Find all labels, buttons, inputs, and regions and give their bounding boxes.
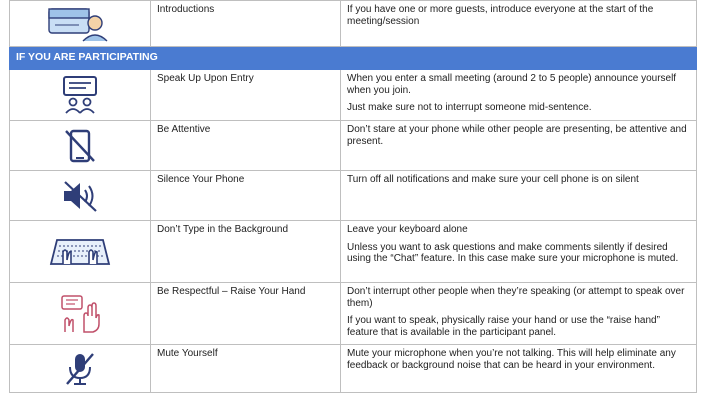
raise-hand-icon [59,294,101,334]
icon-cell [10,70,151,121]
icon-cell [10,345,151,393]
row-description [341,283,697,345]
table-row [10,283,697,345]
section-header-row [10,47,697,70]
desc-text: Turn off all notifications and make sure your cell phone is on silent [347,174,639,185]
table-row [10,221,697,283]
row-title: Silence Your Phone [151,171,341,221]
hands-keyboard-icon [47,236,113,268]
table-row [10,121,697,171]
hello-name-badge-icon [45,5,115,43]
icon-cell [10,221,151,283]
desc-text: If you have one or more guests, introduce everyone at the start of the meeting/session [347,4,654,27]
row-description [341,121,697,171]
muted-microphone-icon [64,351,96,387]
desc-text: Don’t interrupt other people when they’re speaking (or attempt to speak over them) [347,286,685,309]
speech-people-icon [60,75,100,115]
no-phone-icon [63,128,97,164]
row-description [341,345,697,393]
row-title: Speak Up Upon Entry [151,70,341,121]
table-row [10,345,697,393]
row-title: Don’t Type in the Background [151,221,341,283]
section-header: IF YOU ARE PARTICIPATING [10,47,697,70]
row-title: Be Respectful – Raise Your Hand [151,283,341,345]
row-description [341,1,697,47]
table-row [10,171,697,221]
row-description [341,171,697,221]
muted-speaker-icon [60,179,100,213]
row-title: Mute Yourself [151,345,341,393]
row-description [341,221,697,283]
desc-text: Just make sure not to interrupt someone mid-sentence. [347,102,592,113]
etiquette-table [9,0,697,393]
desc-text: Unless you want to ask questions and make comments silently if desired using the “Chat” feature. In this case make sure your microphone is muted. [347,241,679,264]
desc-text: Leave your keyboard alone [347,224,468,235]
desc-text: When you enter a small meeting (around 2 to 5 people) announce yourself when you join. [347,73,677,96]
icon-cell [10,121,151,171]
icon-cell [10,283,151,345]
row-description [341,70,697,121]
desc-text: If you want to speak, physically raise your hand or use the “raise hand” feature that is available in the participant panel. [347,315,660,338]
desc-text: Don’t stare at your phone while other people are presenting, be attentive and present. [347,124,687,147]
table-row [10,70,697,121]
icon-cell [10,1,151,47]
table-row [10,1,697,47]
desc-text: Mute your microphone when you’re not talking. This will help eliminate any feedback or background noise that can be heard in your environment. [347,348,676,371]
row-title: Be Attentive [151,121,341,171]
row-title: Introductions [151,1,341,47]
icon-cell [10,171,151,221]
